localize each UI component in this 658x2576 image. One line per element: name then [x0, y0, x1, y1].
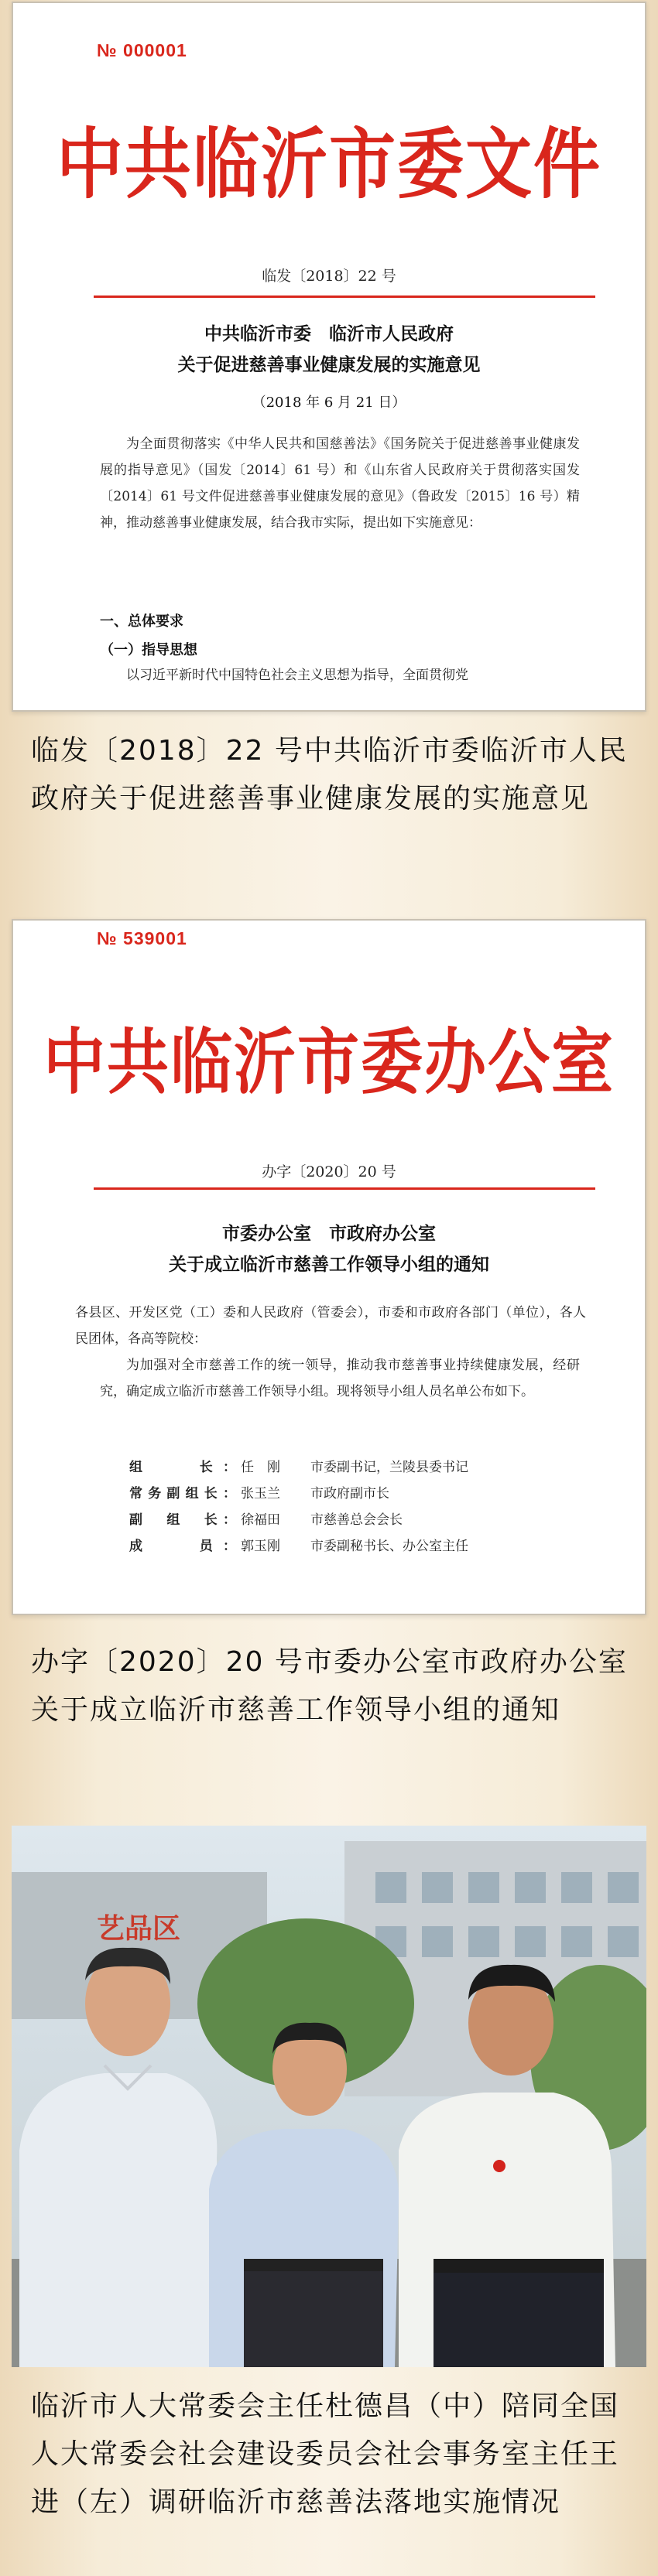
member-duty: 市委副书记，兰陵县委书记 — [310, 1460, 468, 1475]
document-title-line-2: 关于成立临沂市慈善工作领导小组的通知 — [169, 1254, 489, 1275]
member-duty: 市慈善总会会长 — [310, 1512, 403, 1528]
recipients-paragraph: 各县区、开发区党（工）委和人民政府（管委会），市委和市政府各部门（单位），各人民团体，各高等院校： — [75, 1305, 586, 1347]
document-title-line-1: 市委办公室 市政府办公室 — [222, 1223, 436, 1244]
photo-three-officials — [12, 1826, 646, 2367]
document-title-line-2: 关于促进慈善事业健康发展的实施意见 — [177, 354, 481, 375]
document-title-line-1: 中共临沂市委 临沂市人民政府 — [204, 323, 454, 344]
caption-photo: 临沂市人大常委会主任杜德昌（中）陪同全国人大常委会社会建设委员会社会事务室主任王进（左）调研临沂市慈善法落地实施情况 — [31, 2390, 620, 2518]
document-date: （2018 年 6 月 21 日） — [252, 395, 406, 411]
member-name: 任 刚 — [241, 1460, 280, 1475]
member-row — [129, 1456, 468, 1482]
member-name: 徐福田 — [241, 1512, 280, 1528]
red-divider — [94, 296, 595, 298]
org-header: 中共临沂市委文件 — [57, 119, 601, 210]
member-name: 张玉兰 — [241, 1486, 280, 1502]
caption-document-1: 临发〔2018〕22 号中共临沂市委临沂市人民政府关于促进慈善事业健康发展的实施意见 — [31, 735, 628, 815]
section-heading: 一、总体要求 — [100, 613, 183, 630]
member-role: 副 组 长： — [129, 1512, 236, 1528]
subsection-heading: （一）指导思想 — [100, 642, 197, 658]
document-image-1 — [12, 2, 646, 712]
member-list — [129, 1456, 468, 1561]
body-line: 以习近平新时代中国特色社会主义思想为指导，全面贯彻党 — [126, 668, 468, 683]
document-number: 临发〔2018〕22 号 — [262, 268, 396, 285]
document-image-2 — [12, 919, 646, 1615]
member-duty: 市委副秘书长、办公室主任 — [310, 1539, 468, 1554]
member-row — [129, 1508, 468, 1535]
serial-number: № 000001 — [97, 40, 187, 60]
document-number: 办字〔2020〕20 号 — [262, 1163, 396, 1180]
body-paragraph: 为加强对全市慈善工作的统一领导，推动我市慈善事业持续健康发展，经研究，确定成立临沂市慈善工作领导小组。现将领导小组人员名单公布如下。 — [100, 1358, 580, 1399]
member-role: 组 长： — [129, 1460, 236, 1475]
member-role: 常务副组长： — [129, 1486, 236, 1502]
org-header: 中共临沂市委办公室 — [43, 1020, 615, 1105]
caption-document-2: 办字〔2020〕20 号市委办公室市政府办公室关于成立临沂市慈善工作领导小组的通知 — [31, 1646, 628, 1726]
serial-number: № 539001 — [97, 928, 187, 948]
shop-sign: 艺品区 — [97, 1913, 181, 1945]
member-row — [129, 1535, 468, 1561]
photo-illustration — [12, 1826, 646, 2367]
member-duty: 市政府副市长 — [310, 1486, 389, 1502]
red-divider — [94, 1187, 595, 1190]
member-row — [129, 1482, 468, 1508]
member-role: 成 员： — [129, 1539, 236, 1554]
intro-paragraph: 为全面贯彻落实《中华人民共和国慈善法》《国务院关于促进慈善事业健康发展的指导意见》（国发〔2014〕61 号）和《山东省人民政府关于贯彻落实国发〔2014〕61 号文件促进慈善事业健康发展的意见》（鲁政发〔2015〕16 号）精神，推动慈善事业健康发展，结合我市实际，提出如下实施意见： — [100, 436, 580, 531]
member-name: 郭玉刚 — [241, 1539, 280, 1554]
